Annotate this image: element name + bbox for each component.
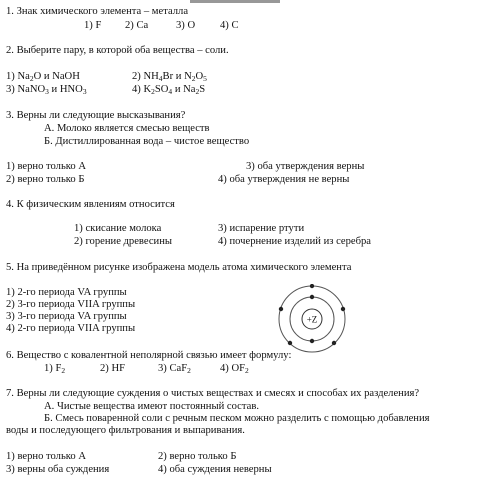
question-5-text: 5. На приведённом рисунке изображена модель атома химического элемента — [6, 262, 352, 273]
electron — [341, 307, 345, 311]
question-3-statement-b: Б. Дистиллированная вода – чистое вещество — [44, 136, 250, 147]
formula-part: O — [195, 71, 204, 82]
question-2-text: 2. Выберите пару, в которой оба вещества – соли. — [6, 45, 229, 56]
formula-part: 1) F — [44, 363, 62, 374]
formula-subscript: 2 — [61, 366, 66, 375]
formula-part: O и NaOH — [33, 71, 80, 82]
question-3-option-3: 3) оба утверждения верны — [246, 161, 365, 172]
question-1-option-2: 2) Ca — [125, 20, 149, 31]
question-3-option-4: 4) оба утверждения не верны — [218, 174, 350, 185]
electron — [310, 284, 314, 288]
electron — [310, 339, 314, 343]
question-4-option-2: 2) горение древесины — [74, 236, 172, 247]
question-4-text: 4. К физическим явлениям относится — [6, 199, 175, 210]
formula-subscript: 5 — [203, 74, 207, 83]
electron — [279, 307, 283, 311]
formula-subscript: 3 — [82, 87, 87, 96]
formula-part: S — [199, 84, 206, 95]
question-7-text: 7. Верны ли следующие суждения о чистых веществах и смесях и способах их разделения? — [6, 388, 420, 399]
formula-subscript: 2 — [151, 87, 155, 96]
formula-subscript: 2 — [245, 366, 249, 375]
formula-part: 1) Na — [6, 71, 30, 82]
formula-part: SO — [154, 84, 169, 95]
formula-subscript: 3 — [45, 87, 49, 96]
electron — [332, 341, 336, 345]
question-6-option-3 — [158, 363, 191, 375]
nucleus-label: +Z — [306, 314, 318, 325]
question-4-option-3: 3) испарение ртути — [218, 223, 305, 234]
question-2-option-4 — [132, 84, 205, 96]
formula-subscript: 2 — [29, 74, 34, 83]
formula-part: 3) NaNO — [6, 84, 46, 95]
question-7-option-1: 1) верно только А — [6, 451, 86, 462]
question-1-option-3: 3) O — [176, 20, 196, 31]
question-3-option-1: 1) верно только А — [6, 161, 86, 172]
question-7-statement-b: Б. Смесь поваренной соли с речным песком можно разделить с помощью добавления — [44, 413, 430, 424]
formula-subscript: 2 — [187, 366, 191, 375]
electron — [288, 341, 292, 345]
question-5-option-2: 2) 3-го периода VIIA группы — [6, 299, 136, 310]
formula-part: и Na — [172, 84, 196, 95]
formula-subscript: 4 — [168, 87, 173, 96]
formula-part: 3) CaF — [158, 363, 188, 374]
atom-model-diagram — [272, 284, 352, 354]
formula-subscript: 2 — [191, 74, 196, 83]
question-5-option-4: 4) 2-го периода VIIA группы — [6, 323, 136, 334]
formula-subscript: 4 — [158, 74, 163, 83]
question-2-option-2 — [132, 71, 207, 83]
question-6-option-2 — [100, 363, 125, 375]
question-7-statement-b-continued: воды и последующего фильтрования и выпаривания. — [6, 425, 245, 436]
question-1-option-1: 1) F — [84, 20, 102, 31]
question-2-option-1 — [6, 71, 80, 83]
question-5-option-1: 1) 2-го периода VA группы — [6, 287, 127, 298]
question-4-option-1: 1) скисание молока — [74, 223, 162, 234]
question-6-option-4 — [220, 363, 249, 375]
question-7-option-2: 2) верно только Б — [158, 451, 237, 462]
question-1-option-4: 4) C — [220, 20, 239, 31]
question-7-option-4: 4) оба суждения неверны — [158, 464, 272, 475]
question-3-option-2: 2) верно только Б — [6, 174, 85, 185]
question-3-statement-a: А. Молоко является смесью веществ — [44, 123, 210, 134]
formula-part: Br и N — [162, 71, 192, 82]
question-7-statement-a: А. Чистые вещества имеют постоянный состав. — [44, 401, 259, 412]
formula-part: 2) NH — [132, 71, 159, 82]
question-5-option-3: 3) 3-го периода VA группы — [6, 311, 127, 322]
electron — [310, 295, 314, 299]
cropped-header-mark — [190, 0, 280, 3]
formula-subscript: 2 — [195, 87, 200, 96]
question-3-text: 3. Верны ли следующие высказывания? — [6, 110, 186, 121]
formula-part: 4) K — [132, 84, 152, 95]
formula-part: 4) OF — [220, 363, 246, 374]
question-6-text: 6. Вещество с ковалентной неполярной связью имеет формулу: — [6, 350, 292, 361]
formula-part: и HNO — [48, 84, 83, 95]
question-6-option-1 — [44, 363, 65, 375]
formula-part: 2) HF — [100, 363, 126, 374]
question-4-option-4: 4) почернение изделий из серебра — [218, 236, 372, 247]
question-7-option-3: 3) верны оба суждения — [6, 464, 110, 475]
question-2-option-3 — [6, 84, 87, 96]
question-1-text: 1. Знак химического элемента – металла — [6, 6, 189, 17]
